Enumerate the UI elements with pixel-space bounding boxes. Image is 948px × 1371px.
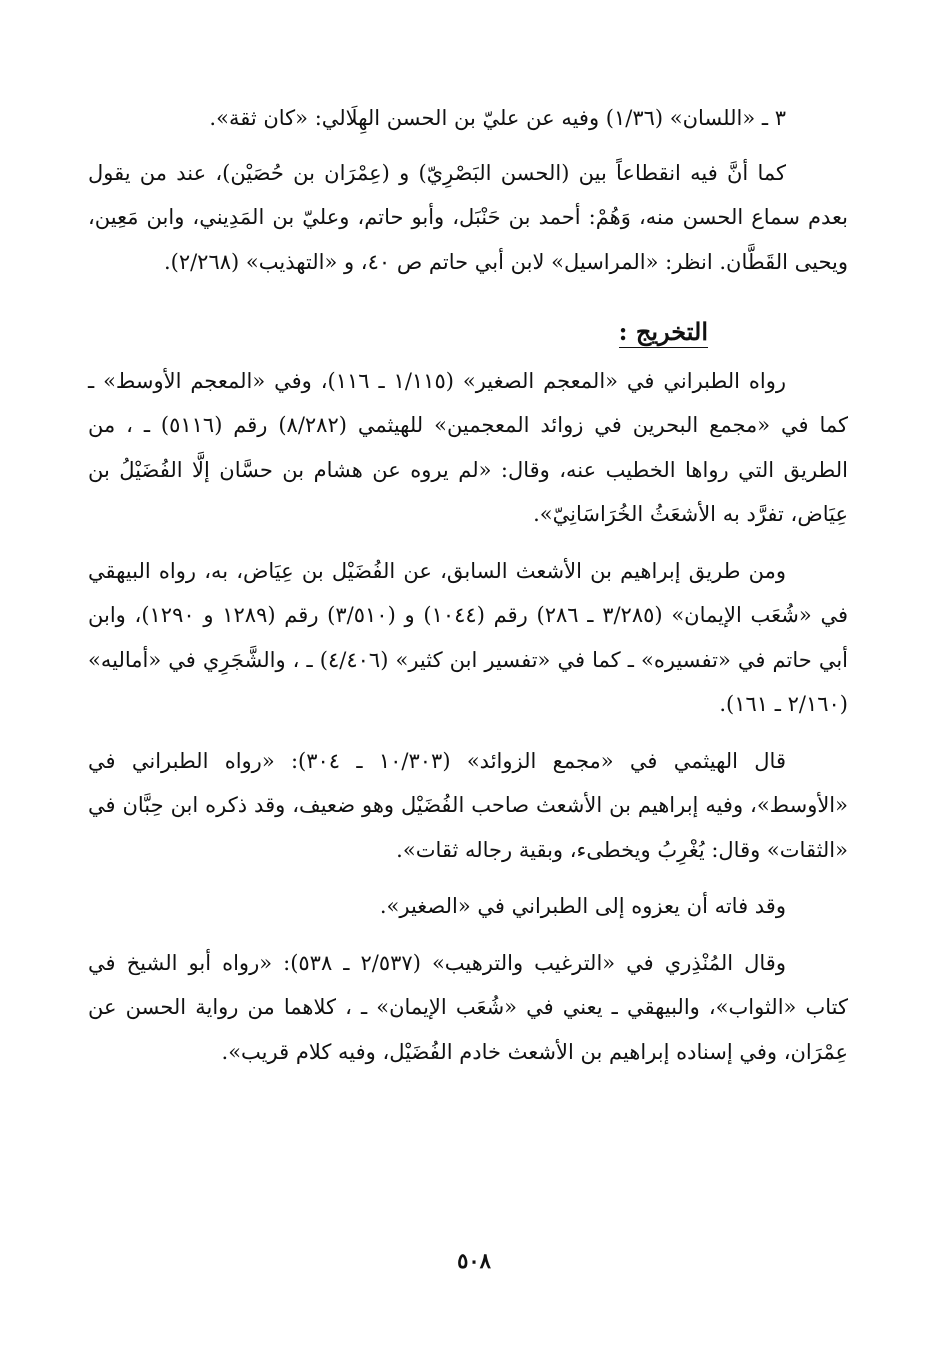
bayhaqi-paragraph: ومن طريق إبراهيم بن الأشعث السابق، عن الفُضَيْل بن عِيَاض، به، رواه البيهقي في «شُعَب الإيمان» (٣/٢٨٥ ـ ٢٨٦) رقم (١٠٤٤) و (٣/٥١٠) رقم (١٢٨٩ و ١٢٩٠)، وابن أبي حاتم في «تفسيره» ـ كما في «تفسير ابن كثير» (٤/٤٠٦) ـ ، والشَّجَرِي في «أماليه» (٢/١٦٠ ـ ١٦١).	[88, 558, 849, 716]
mundhiri-paragraph: وقال المُنْذِري في «الترغيب والترهيب» (٢/٥٣٧ ـ ٥٣٨): «رواه أبو الشيخ في كتاب «الثواب»، والبيهقي ـ يعني في «شُعَب الإيمان» ـ ، كلاهما من رواية الحسن عن عِمْرَان، وفي إسناده إبراهيم بن الأشعث خادم الفُضَيْل، وفيه كلام قريب».	[88, 950, 848, 1064]
haythami-paragraph: قال الهيثمي في «مجمع الزوائد» (١٠/٣٠٣ ـ ٣٠٤): «رواه الطبراني في «الأوسط»، وفيه إبراهيم بن الأشعث صاحب الفُضَيْل وهو ضعيف، وقد ذكره ابن حِبَّان في «الثقات» وقال: يُغْرِبُ ويخطىء، وبقية رجاله ثقات».	[88, 748, 848, 862]
section-heading-text: التخريج :	[618, 317, 708, 346]
tabarani-paragraph: رواه الطبراني في «المعجم الصغير» (١/١١٥ ـ ١١٦)، وفي «المعجم الأوسط» ـ كما في «مجمع البحرين في زوائد المعجمين» للهيثمي (٨/٢٨٢) رقم (٥١١٦) ـ ، من الطريق التي رواها الخطيب عنه، وقال: «لم يروه عن هشام بن حسَّان إلَّا الفُضَيْلُ بن عِيَاض، تفرَّد به الأشعَثُ الخُرَاسَانِيّ».	[88, 368, 848, 526]
page-number: ٥٠٨	[457, 1248, 491, 1273]
interruption-paragraph: كما أنَّ فيه انقطاعاً بين (الحسن البَصْرِيّ) و (عِمْرَان بن حُصَيْن)، عند من يقول بعدم سماع الحسن منه، وَهُمْ: أحمد بن حَنْبَل، وأبو حاتم، وعليّ بن المَدِيني، وابن مَعِين، ويحيى القَطَّان. انظر: «المراسيل» لابن أبي حاتم ص ٤٠، و «التهذيب» (٢/٢٦٨).	[88, 160, 848, 274]
reference-note-3: ٣ ـ «اللسان» (١/٣٦) وفيه عن عليّ بن الحسن الهِلَالي: «كان ثقة».	[209, 106, 786, 130]
attribution-note: وقد فاته أن يعزوه إلى الطبراني في «الصغير».	[379, 894, 786, 918]
section-heading	[88, 310, 708, 355]
page-body	[88, 96, 848, 1074]
